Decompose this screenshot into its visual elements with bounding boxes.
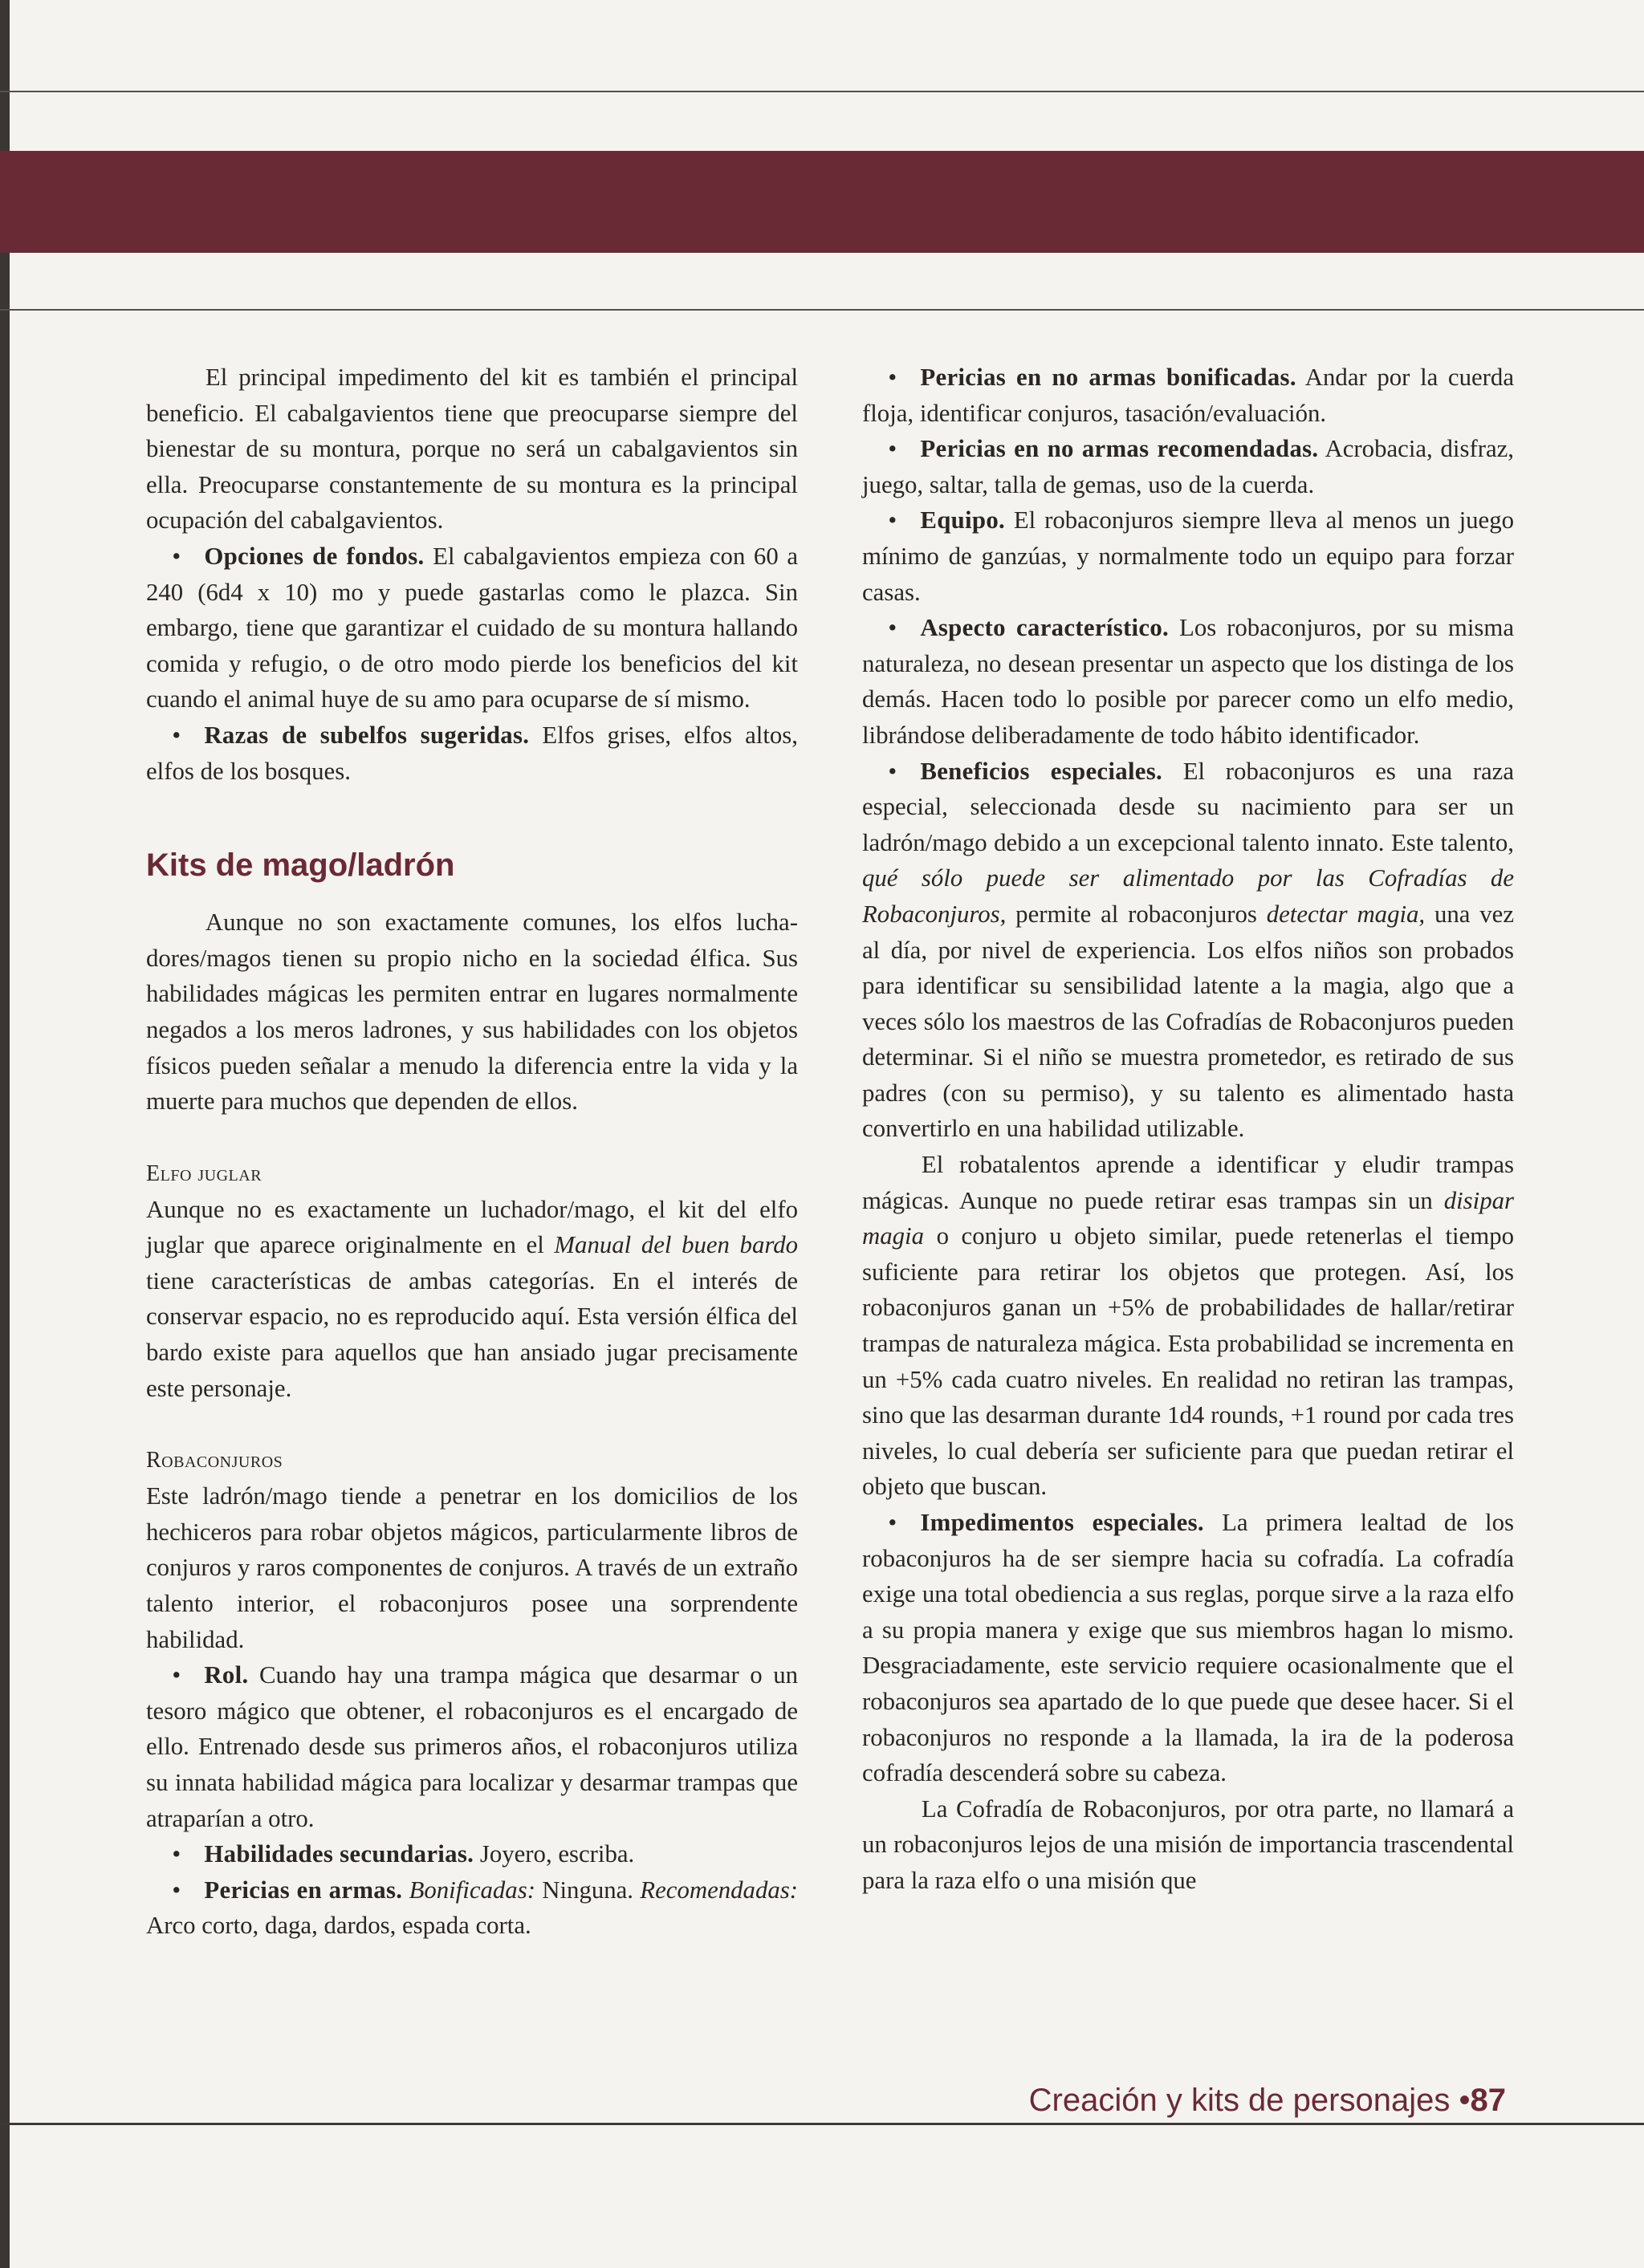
section-title: Kits de mago/ladrón — [146, 847, 455, 884]
bullet-icon — [172, 1836, 204, 1872]
bullet-item: •Pericias en no armas recomendadas. Acrobacia, disfraz, juego, saltar, talla de gemas, uso de la cuerda. — [862, 431, 1514, 502]
bullet-item: •Razas de subelfos sugeridas. Elfos grises, elfos altos, elfos de los bosques. — [146, 717, 798, 789]
paragraph: Aunque no es exactamente un luchador/mago, el kit del elfo juglar que aparece originalmente en el Manual del buen bardo tiene características de ambas categorías. En el interés de conservar espacio, no es reproducido aquí. Esta versión élfica del bardo existe para aquellos que han ansiado jugar precisamente este personaje. — [146, 1195, 798, 1402]
bullet-icon — [888, 1505, 920, 1541]
bullet-item: •Impedimentos especiales. La primera lealtad de los robaconjuros ha de ser siempre hacia su cofradía. La cofradía exige una total obediencia a sus reglas, porque sirve a la raza elfo a su propia manera y exige que sus miembros hagan lo mismo. Desgraciadamente, este servicio requiere ocasionalmente que el robaconjuros sea apartado de lo que puede que desee hacer. Si el robaconjuros no responde a la llamada, la ira de la poderosa cofradía descenderá sobre su cabeza. — [862, 1505, 1514, 1791]
paragraph: La Cofradía de Robaconjuros, por otra parte, no llamará a un robaconjuros lejos de una misión de importancia trascendental para la raza elfo o una misión que — [862, 1794, 1514, 1894]
bullet-item: •Aspecto característico. Los robaconjuros, por su misma naturaleza, no desean presentar un aspecto que los distinga de los demás. Hacen todo lo posible por parecer como un elfo medio, librándose deliberadamente de todo hábito identificador. — [862, 610, 1514, 753]
bullet-icon — [172, 1657, 204, 1693]
bullet-icon — [172, 717, 204, 754]
bullet-item: •Rol. Cuando hay una trampa mágica que desarmar o un tesoro mágico que obtener, el robaconjuros es el encargado de ello. Entrenado desde sus primeros años, el robaconjuros utiliza su innata habilidad mágica para localizar y desarmar trampas que atraparían a otro. — [146, 1657, 798, 1836]
subheading: Robaconjuros — [146, 1448, 283, 1473]
subheading: Elfo juglar — [146, 1160, 262, 1186]
bullet-item: •Beneficios especiales. El robaconjuros es una raza especial, seleccionada desde su nacimiento para ser un ladrón/mago debido a un excepcional talento innato. Este talento, qué sólo puede ser alimentado por las Cofradías de Robaconjuros, permite al robaconjuros detectar magia, una vez al día, por nivel de experiencia. Los elfos niños son probados para identificar su sensibilidad latente a la magia, algo que a veces sólo los maestros de las Cofradías de Robaconjuros pueden determinar. Si el niño se muestra prometedor, es retirado de sus padres (con su permiso), y su talento es alimentado hasta convertirlo en una habilidad utilizable. — [862, 754, 1514, 1148]
footer-separator: • — [1459, 2083, 1471, 2118]
page-number: 87 — [1470, 2083, 1506, 2118]
bullet-icon — [888, 754, 920, 790]
page-footer — [1029, 2082, 1506, 2119]
chapter-name: Creación y kits de personajes — [1028, 2083, 1451, 2118]
bullet-icon — [172, 1872, 204, 1908]
bullet-item: •Pericias en armas. Bonificadas: Ninguna. Recomendadas: Arco corto, daga, dardos, espada corta. — [146, 1872, 798, 1944]
bullet-item: •Opciones de fondos. El cabalgavientos empieza con 60 a 240 (6d4 x 10) mo y puede gastarlas como le plazca. Sin embargo, tiene que garantizar el cuidado de su montura hallando comida y refugio, o de otro modo pierde los beneficios del kit cuando el animal huye de su amo para ocuparse de sí mismo. — [146, 539, 798, 717]
paragraph: El principal impedimento del kit es también el principal beneficio. El cabalgavientos tiene que preocuparse siempre del bienestar de su montura, porque no será un cabalgavientos sin ella. Preocuparse constantemente de su montura es la principal ocupación del cabalgavientos. — [146, 364, 798, 534]
right-column — [862, 360, 1514, 1899]
header-banner — [0, 151, 1644, 253]
bullet-icon — [888, 431, 920, 467]
bullet-icon — [888, 502, 920, 539]
footer-rule — [0, 2123, 1644, 2125]
left-column — [146, 360, 798, 1944]
bullet-item: •Habilidades secundarias. Joyero, escriba. — [146, 1836, 798, 1872]
page-binding-edge — [0, 0, 10, 2268]
bullet-item: •Equipo. El robaconjuros siempre lleva al menos un juego mínimo de ganzúas, y normalmente todo un equipo para forzar casas. — [862, 502, 1514, 610]
header-rule-top — [0, 91, 1644, 92]
bullet-icon — [888, 610, 920, 646]
bullet-item: •Pericias en no armas bonificadas. Andar por la cuerda floja, identificar conjuros, tasación/evaluación. — [862, 360, 1514, 431]
paragraph: Aunque no son exactamente comunes, los elfos luchadores/magos tienen su propio nicho en la sociedad élfica. Sus habilidades mágicas les permiten entrar en lugares normalmente negados a los meros ladrones, y sus habilidades con los objetos físicos pueden señalar a menudo la diferencia entre la vida y la muerte para muchos que dependen de ellos. — [146, 908, 798, 1116]
header-rule-bottom — [0, 309, 1644, 311]
paragraph: Este ladrón/mago tiende a penetrar en los domicilios de los hechiceros para robar objetos mágicos, particularmente libros de conjuros y raros componentes de conjuros. A través de un extraño talento interior, el robaconjuros posee una sorprendente habilidad. — [146, 1482, 798, 1653]
bullet-icon — [888, 360, 920, 396]
bullet-icon — [172, 539, 204, 575]
paragraph: El robatalentos aprende a identificar y eludir trampas mágicas. Aunque no puede retirar esas trampas sin un disipar magia o conjuro u objeto similar, puede retenerlas el tiempo suficiente para retirar los objetos que protegen. Así, los robaconjuros ganan un +5% de probabilidades de hallar/retirar trampas de naturaleza mágica. Esta probabilidad se incrementa en un +5% cada cuatro niveles. En realidad no retiran las trampas, sino que las desarman durante 1d4 rounds, +1 round por cada tres niveles, lo cual debería ser suficiente para que puedan retirar el objeto que buscan. — [862, 1151, 1514, 1501]
